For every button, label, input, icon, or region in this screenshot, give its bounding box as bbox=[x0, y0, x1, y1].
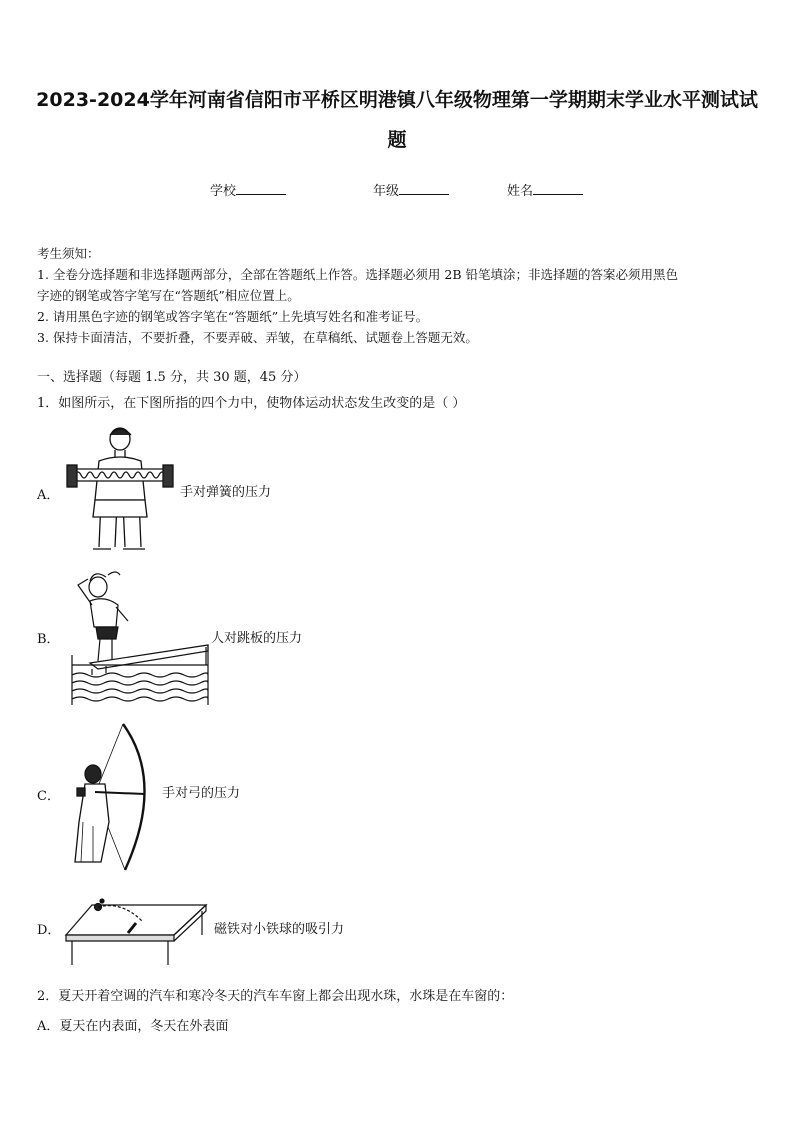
grade-field[interactable] bbox=[373, 180, 449, 199]
notice-item-2: 2. 请用黑色字迹的钢笔或答字笔在“答题纸”上先填写姓名和准考证号。 bbox=[37, 309, 429, 324]
option-b-letter[interactable]: B． bbox=[37, 632, 60, 647]
diving-board-figure bbox=[70, 565, 210, 705]
magnet-ball-figure bbox=[62, 893, 210, 967]
notice-item-3: 3. 保持卡面清洁，不要折叠，不要弄破、弄皱，在草稿纸、试题卷上答题无效。 bbox=[37, 330, 478, 345]
option-c-letter[interactable]: C． bbox=[37, 789, 60, 804]
option-b-label: 人对跳板的压力 bbox=[211, 631, 303, 646]
school-label: 学校 bbox=[210, 184, 237, 199]
section-heading: 一、选择题（每题 1.5 分，共 30 题，45 分） bbox=[37, 370, 307, 385]
option-d-letter[interactable]: D． bbox=[37, 923, 61, 938]
notice-item-1-cont: 字迹的钢笔或答字笔写在“答题纸”相应位置上。 bbox=[37, 288, 300, 303]
notice-heading: 考生须知： bbox=[37, 246, 100, 261]
exam-title-line2: 题 bbox=[387, 129, 407, 151]
archer-bow-figure bbox=[65, 722, 160, 872]
grade-label: 年级 bbox=[373, 184, 400, 199]
question-2-option-a[interactable]: A．夏天在内表面，冬天在外表面 bbox=[37, 1019, 229, 1034]
exam-title-line1: 2023-2024学年河南省信阳市平桥区明港镇八年级物理第一学期期末学业水平测试试 bbox=[36, 89, 758, 111]
notice-item-1: 1. 全卷分选择题和非选择题两部分，全部在答题纸上作答。选择题必须用 2B 铅笔填涂；非选择题的答案必须用黑色 bbox=[37, 267, 678, 282]
option-a-label: 手对弹簧的压力 bbox=[180, 485, 272, 500]
name-label: 姓名 bbox=[507, 184, 534, 199]
grade-blank[interactable] bbox=[399, 182, 449, 195]
school-field[interactable] bbox=[210, 180, 286, 199]
question-1-stem: 1．如图所示，在下图所指的四个力中，使物体运动状态发生改变的是（ ） bbox=[37, 396, 466, 411]
name-field[interactable] bbox=[507, 180, 583, 199]
question-2-stem: 2．夏天开着空调的汽车和寒冷冬天的汽车车窗上都会出现水珠，水珠是在车窗的： bbox=[37, 989, 514, 1004]
school-blank[interactable] bbox=[236, 182, 286, 195]
option-a-letter[interactable]: A． bbox=[37, 488, 60, 503]
name-blank[interactable] bbox=[533, 182, 583, 195]
option-d-label: 磁铁对小铁球的吸引力 bbox=[214, 922, 345, 937]
spring-exerciser-figure bbox=[65, 425, 175, 553]
option-c-label: 手对弓的压力 bbox=[162, 786, 241, 801]
